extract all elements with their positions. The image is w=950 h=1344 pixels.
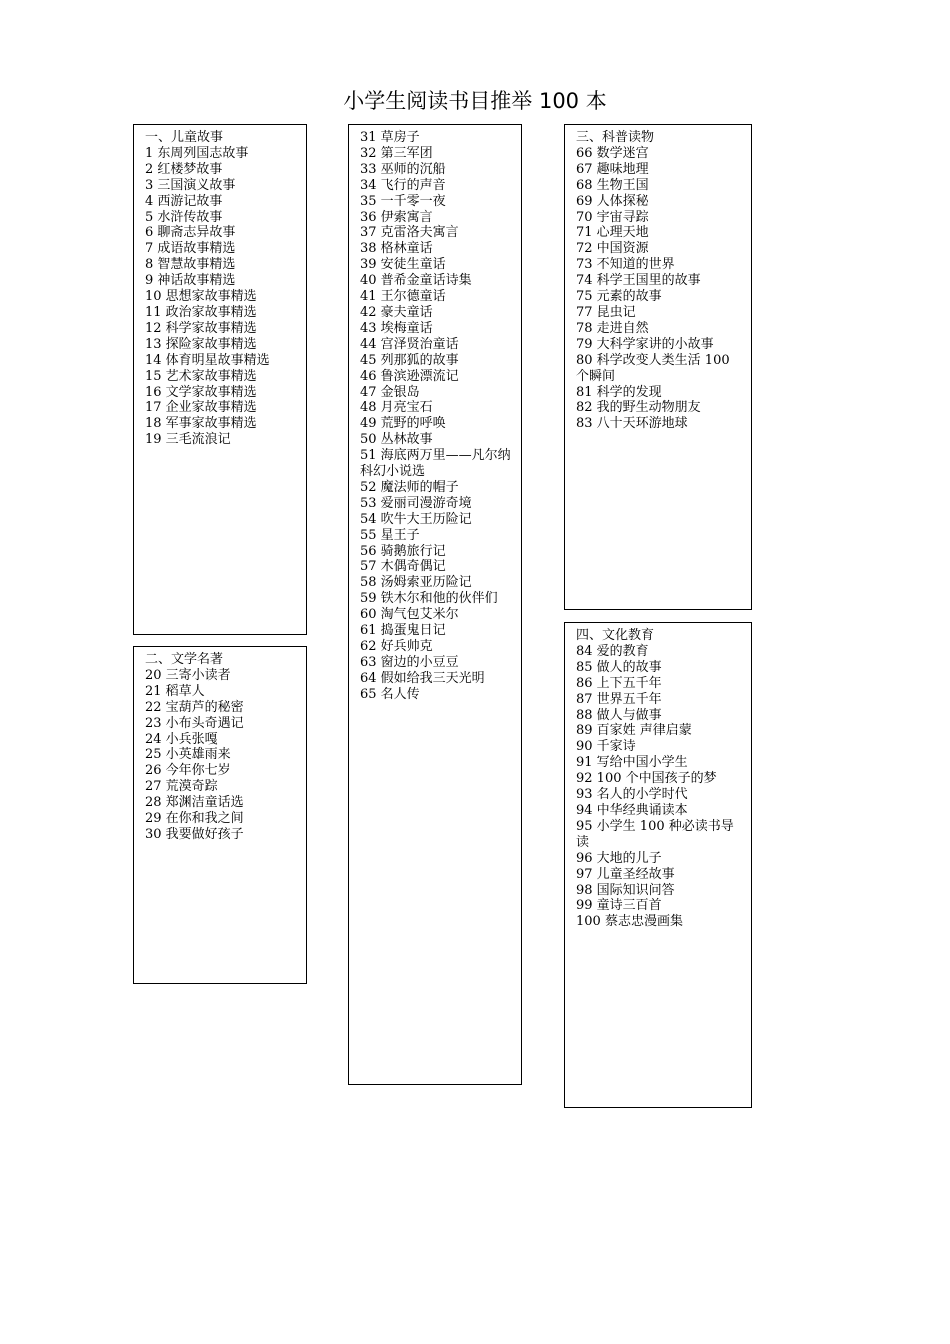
book-list-item: 61 捣蛋鬼日记 [360,623,446,639]
book-list-item: 22 宝葫芦的秘密 [145,699,244,715]
book-list-item: 19 三毛流浪记 [145,432,231,448]
book-list-item: 29 在你和我之间 [145,811,244,827]
book-list-item: 58 汤姆索亚历险记 [360,575,472,591]
book-list-item: 87 世界五千年 [576,691,662,707]
book-list-item: 46 鲁滨逊漂流记 [360,368,459,384]
book-list-item: 33 巫师的沉船 [360,161,446,177]
book-list-item: 28 郑渊洁童话选 [145,795,244,811]
book-list-item: 75 元素的故事 [576,289,662,305]
book-list-item: 44 宫泽贤治童话 [360,336,459,352]
book-list-item: 30 我要做好孩子 [145,826,244,842]
book-list-item: 77 昆虫记 [576,304,636,320]
book-list-item: 54 吹牛大王历险记 [360,511,472,527]
book-list-item: 60 淘气包艾米尔 [360,607,459,623]
book-list-item: 52 魔法师的帽子 [360,479,459,495]
section-culture-education [564,622,752,1108]
book-list-item: 74 科学王国里的故事 [576,273,701,289]
book-list-item: 71 心理天地 [576,225,649,241]
section-heading: 二、文学名著 [145,652,224,667]
book-list-item: 3 三国演义故事 [145,177,236,193]
book-list-item: 43 埃梅童话 [360,320,433,336]
book-list-item: 69 人体探秘 [576,193,649,209]
book-list-item: 68 生物王国 [576,177,649,193]
book-list-item: 10 思想家故事精选 [145,289,257,305]
book-list-item: 83 八十天环游地球 [576,416,688,432]
book-list-item: 86 上下五千年 [576,675,662,691]
book-list-item: 73 不知道的世界 [576,257,675,273]
book-list-item: 14 体育明星故事精选 [145,352,270,368]
book-list-item: 40 普希金童话诗集 [360,273,472,289]
book-list-item: 57 木偶奇偶记 [360,559,446,575]
book-list-item: 37 克雷洛夫寓言 [360,225,459,241]
book-list-item: 32 第三军团 [360,145,433,161]
book-list-item: 17 企业家故事精选 [145,400,257,416]
book-list-item: 96 大地的儿子 [576,850,662,866]
book-list-item: 34 飞行的声音 [360,177,446,193]
book-list-item: 100 蔡志忠漫画集 [576,914,683,930]
book-list-item: 41 王尔德童话 [360,289,446,305]
book-list-item: 18 军事家故事精选 [145,416,257,432]
book-list-item: 13 探险家故事精选 [145,336,257,352]
book-list-item: 49 荒野的呼唤 [360,416,446,432]
book-list-item: 24 小兵张嘎 [145,731,218,747]
book-list-item: 65 名人传 [360,686,420,702]
book-list-item: 85 做人的故事 [576,659,662,675]
book-list-item: 26 今年你七岁 [145,763,231,779]
book-list-item: 59 铁木尔和他的伙伴们 [360,591,498,607]
book-list-item: 45 列那狐的故事 [360,352,459,368]
book-list-item: 90 千家诗 [576,739,636,755]
book-list-item: 27 荒漠奇踪 [145,779,218,795]
book-list-item: 6 聊斋志异故事 [145,225,236,241]
book-list-item: 70 宇宙寻踪 [576,209,649,225]
book-list-item: 16 文学家故事精选 [145,384,257,400]
book-list-item: 12 科学家故事精选 [145,320,257,336]
book-list-item: 81 科学的发现 [576,384,662,400]
book-list-item: 62 好兵帅克 [360,639,433,654]
section-popular-science [564,124,752,610]
book-list-item: 80 科学改变人类生活 100 个瞬间 [576,352,730,384]
book-list-item: 56 骑鹅旅行记 [360,543,446,559]
book-list-item: 20 三寄小读者 [145,667,231,683]
section-children-stories [133,124,307,635]
book-list-item: 31 草房子 [360,130,420,145]
book-list-item: 38 格林童话 [360,241,433,257]
book-list-item: 95 小学生 100 种必读书导读 [576,818,734,850]
book-list-item: 99 童诗三百首 [576,898,662,914]
book-list-item: 51 海底两万里——凡尔纳科幻小说选 [360,448,511,480]
book-list-item: 91 写给中国小学生 [576,755,688,771]
book-list-item: 11 政治家故事精选 [145,304,257,320]
book-list-item: 5 水浒传故事 [145,209,223,225]
section-heading: 三、科普读物 [576,130,655,145]
section-heading: 一、儿童故事 [145,130,224,145]
book-list-item: 84 爱的教育 [576,643,649,659]
book-list-item: 39 安徒生童话 [360,257,446,273]
book-list-item: 72 中国资源 [576,241,649,257]
section-literary-classics-continued [348,124,522,1085]
book-list-item: 50 丛林故事 [360,432,433,448]
book-list-item: 23 小布头奇遇记 [145,715,244,731]
book-list-item: 93 名人的小学时代 [576,787,688,803]
book-list-item: 48 月亮宝石 [360,400,433,416]
book-list-item: 4 西游记故事 [145,193,223,209]
book-list-item: 88 做人与做事 [576,707,662,723]
book-list-item: 21 稻草人 [145,683,205,699]
page-title: 小学生阅读书目推举 100 本 [343,89,607,113]
book-list-item: 25 小英雄雨来 [145,747,231,763]
book-list-item: 55 星王子 [360,527,420,543]
book-list-item: 97 儿童圣经故事 [576,866,675,882]
book-list-item: 89 百家姓 声律启蒙 [576,723,692,739]
book-list-item: 1 东周列国志故事 [145,145,249,161]
book-list-item: 82 我的野生动物朋友 [576,400,701,416]
book-list-item: 78 走进自然 [576,320,649,336]
book-list-item: 94 中华经典诵读本 [576,802,688,818]
book-list-item: 53 爱丽司漫游奇境 [360,495,472,511]
book-list-item: 9 神话故事精选 [145,273,236,289]
book-list-item: 79 大科学家讲的小故事 [576,336,714,352]
book-list-item: 66 数学迷宫 [576,145,649,161]
book-list-item: 15 艺术家故事精选 [145,368,257,384]
book-list-item: 35 一千零一夜 [360,193,446,209]
book-list-item: 36 伊索寓言 [360,209,433,225]
section-heading: 四、文化教育 [576,628,655,643]
section-literary-classics [133,646,307,984]
book-list-item: 67 趣味地理 [576,161,649,177]
book-list-item: 7 成语故事精选 [145,241,236,257]
book-list-item: 42 豪夫童话 [360,304,433,320]
book-list-item: 47 金银岛 [360,384,420,400]
book-list-item: 63 窗边的小豆豆 [360,654,459,670]
book-list-item: 92 100 个中国孩子的梦 [576,771,717,787]
book-list-item: 64 假如给我三天光明 [360,670,485,686]
book-list-item: 8 智慧故事精选 [145,257,236,273]
book-list-item: 2 红楼梦故事 [145,161,223,177]
book-list-item: 98 国际知识问答 [576,882,675,898]
